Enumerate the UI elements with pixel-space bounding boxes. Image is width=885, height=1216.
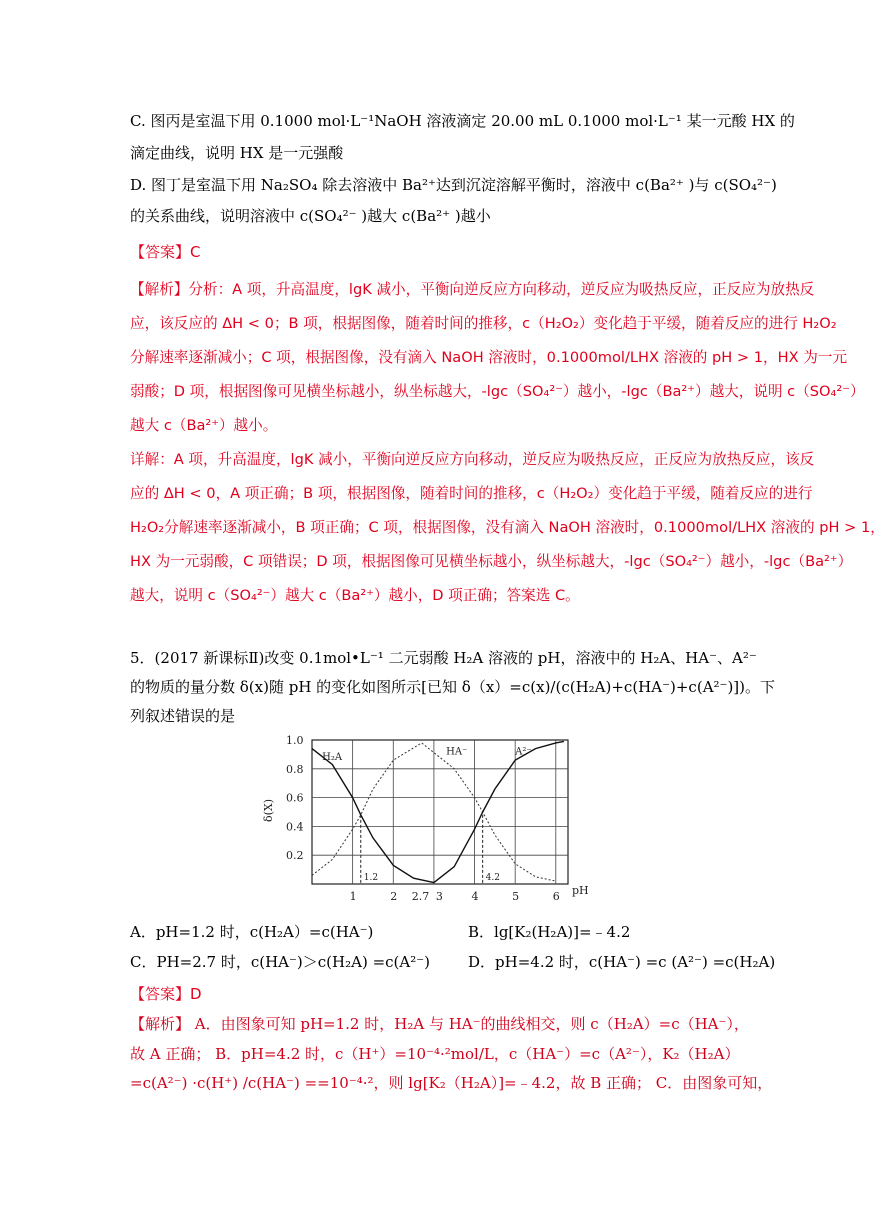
x-tick-label: 3 (435, 890, 443, 903)
x-tick-label: 1 (349, 890, 357, 903)
answer-1: 【答案】C (130, 243, 201, 261)
x-tick-label: 4 (471, 890, 479, 903)
annotation-label: 1.2 (363, 873, 379, 883)
y-tick-label: 0.2 (286, 849, 304, 863)
x-axis-label: pH (572, 884, 589, 897)
option5-c: C．PH=2.7 时，c(HA⁻)＞c(H₂A) =c(A²⁻) (130, 953, 431, 971)
question5-line2: 的物质的量分数 δ(x)随 pH 的变化如图所示[已知 δ（x）=c(x)/(c(H₂A)+c(HA⁻)+c(A²⁻)])。下 (130, 678, 776, 696)
analysis1-line: 应的 ΔH < 0，A 项正确；B 项，根据图像，随着时间的推移，c（H₂O₂）变化趋于平缓，随着反应的进行 (130, 485, 813, 502)
analysis1-line: 详解：A 项，升高温度，lgK 减小，平衡向逆反应方向移动，逆反应为吸热反应，正反应为放热反应，该反 (130, 451, 815, 468)
series-label: H₂A (322, 752, 343, 764)
analysis2-line: =c(A²⁻) ·c(H⁺) /c(HA⁻) ==10⁻⁴·²，则 lg[K₂（H₂A）]=﹣4.2，故 B 正确； C．由图象可知， (130, 1074, 773, 1092)
analysis1-line: 应，该反应的 ΔH < 0；B 项，根据图像，随着时间的推移，c（H₂O₂）变化趋于平缓，随着反应的进行 H₂O₂ (130, 315, 837, 332)
y-tick-label: 0.8 (286, 762, 304, 776)
option5-d: D．pH=4.2 时，c(HA⁻) =c (A²⁻) =c(H₂A) (468, 953, 776, 971)
x-tick-label: 2.7 (411, 890, 430, 903)
analysis1-line: 【解析】分析：A 项，升高温度，lgK 减小，平衡向逆反应方向移动，逆反应为吸热反应，正反应为放热反 (130, 281, 815, 298)
option5-a: A．pH=1.2 时，c(H₂A）=c(HA⁻) (130, 923, 374, 941)
option-c-line1: C. 图丙是室温下用 0.1000 mol·L⁻¹NaOH 溶液滴定 20.00 mL 0.1000 mol·L⁻¹ 某一元酸 HX 的 (130, 112, 795, 130)
analysis1-line: 弱酸；D 项，根据图像可见横坐标越小，纵坐标越大，-lgc（SO₄²⁻）越小，-lgc（Ba²⁺）越大，说明 c（SO₄²⁻） (130, 383, 865, 400)
analysis2-line: 【解析】 A．由图象可知 pH=1.2 时，H₂A 与 HA⁻的曲线相交，则 c（H₂A）=c（HA⁻）， (130, 1015, 749, 1033)
analysis1-line: 分解速率逐渐减小；C 项，根据图像，没有滴入 NaOH 溶液时，0.1000mol/LHX 溶液的 pH > 1，HX 为一元 (130, 349, 848, 366)
annotation-label: 4.2 (485, 873, 500, 883)
option-c-line2: 滴定曲线，说明 HX 是一元强酸 (130, 144, 344, 162)
series-label: A²⁻ (515, 746, 532, 758)
option5-b: B．lg[K₂(H₂A)]=﹣4.2 (468, 923, 631, 941)
option-d-line1: D. 图丁是室温下用 Na₂SO₄ 除去溶液中 Ba²⁺达到沉淀溶解平衡时，溶液中 c(Ba²⁺ )与 c(SO₄²⁻) (130, 176, 777, 194)
y-tick-label: 1.0 (286, 734, 304, 747)
x-tick-label: 5 (512, 890, 520, 903)
option-d-line2: 的关系曲线，说明溶液中 c(SO₄²⁻ )越大 c(Ba²⁺ )越小 (130, 207, 491, 225)
y-tick-label: 0.6 (286, 791, 304, 805)
x-tick-label: 2 (390, 890, 398, 903)
analysis1-line: 越大 c（Ba²⁺）越小。 (130, 417, 278, 434)
analysis1-line: 越大，说明 c（SO₄²⁻）越大 c（Ba²⁺）越小，D 项正确；答案选 C。 (130, 587, 580, 604)
analysis1-line: H₂O₂分解速率逐渐减小，B 项正确；C 项，根据图像，没有滴入 NaOH 溶液时，0.1000mol/LHX 溶液的 pH > 1， (130, 519, 885, 536)
analysis2-line: 故 A 正确； B．pH=4.2 时，c（H⁺）=10⁻⁴·²mol/L，c（HA⁻）=c（A²⁻），K₂（H₂A） (130, 1045, 740, 1063)
question5-line1: 5．(2017 新课标Ⅱ)改变 0.1mol•L⁻¹ 二元弱酸 H₂A 溶液的 pH，溶液中的 H₂A、HA⁻、A²⁻ (130, 649, 757, 667)
answer-2: 【答案】D (130, 985, 202, 1003)
analysis1-line: HX 为一元弱酸，C 项错误；D 项，根据图像可见横坐标越小，纵坐标越大，-lgc（SO₄²⁻）越小，-lgc（Ba²⁺） (130, 553, 853, 570)
series-line (434, 741, 564, 882)
y-tick-label: 0.4 (286, 820, 304, 834)
plot-frame (312, 740, 568, 884)
series-label: HA⁻ (446, 746, 468, 758)
distribution-chart (255, 734, 589, 910)
y-axis-label: δ(X) (262, 798, 275, 822)
question5-line3: 列叙述错误的是 (130, 707, 236, 725)
x-tick-label: 6 (552, 890, 560, 903)
